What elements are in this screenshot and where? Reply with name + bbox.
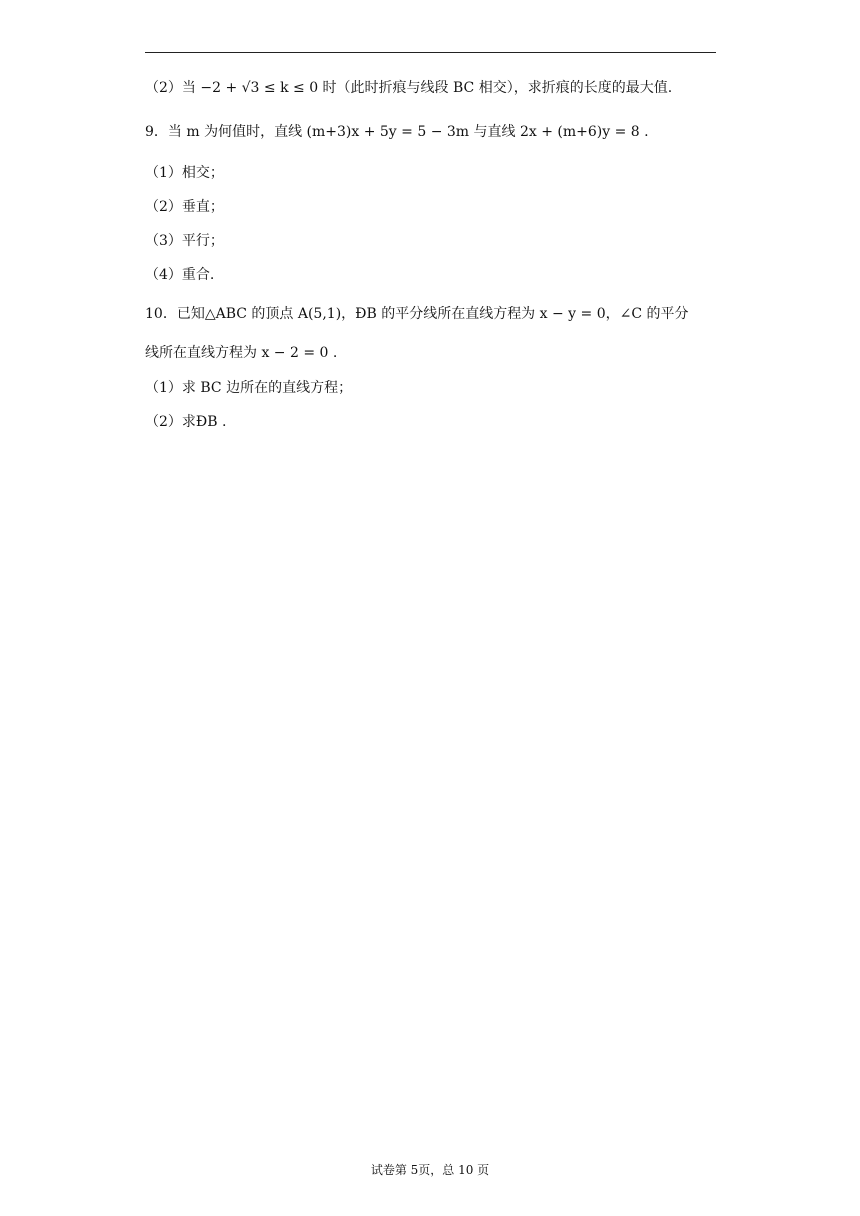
question-10-stem-line-2: 线所在直线方程为 x − 2 = 0 .: [145, 345, 338, 361]
page-footer: 试卷第 5页，总 10 页: [370, 1163, 490, 1177]
question-9-part-4: （4）重合.: [145, 267, 215, 283]
question-9-stem: 9．当 m 为何值时，直线 (m+3)x + 5y = 5 − 3m 与直线 2x + (m+6)y = 8 .: [145, 124, 649, 140]
question-9-part-1: （1）相交；: [145, 165, 224, 181]
question-9-part-2: （2）垂直；: [145, 199, 224, 215]
header-rule: [145, 52, 716, 53]
question-9-part-3: （3）平行；: [145, 233, 224, 249]
question-10-stem-line-1: 10．已知△ABC 的顶点 A(5,1)，ÐB 的平分线所在直线方程为 x − y = 0，∠C 的平分: [145, 306, 689, 322]
question-10-part-2: （2）求ÐB .: [145, 414, 227, 430]
question-10-part-1: （1）求 BC 边所在的直线方程；: [145, 380, 353, 396]
question-8-part-2: （2）当 −2 + √3 ≤ k ≤ 0 时（此时折痕与线段 BC 相交），求折痕的长度的最大值.: [145, 80, 673, 96]
